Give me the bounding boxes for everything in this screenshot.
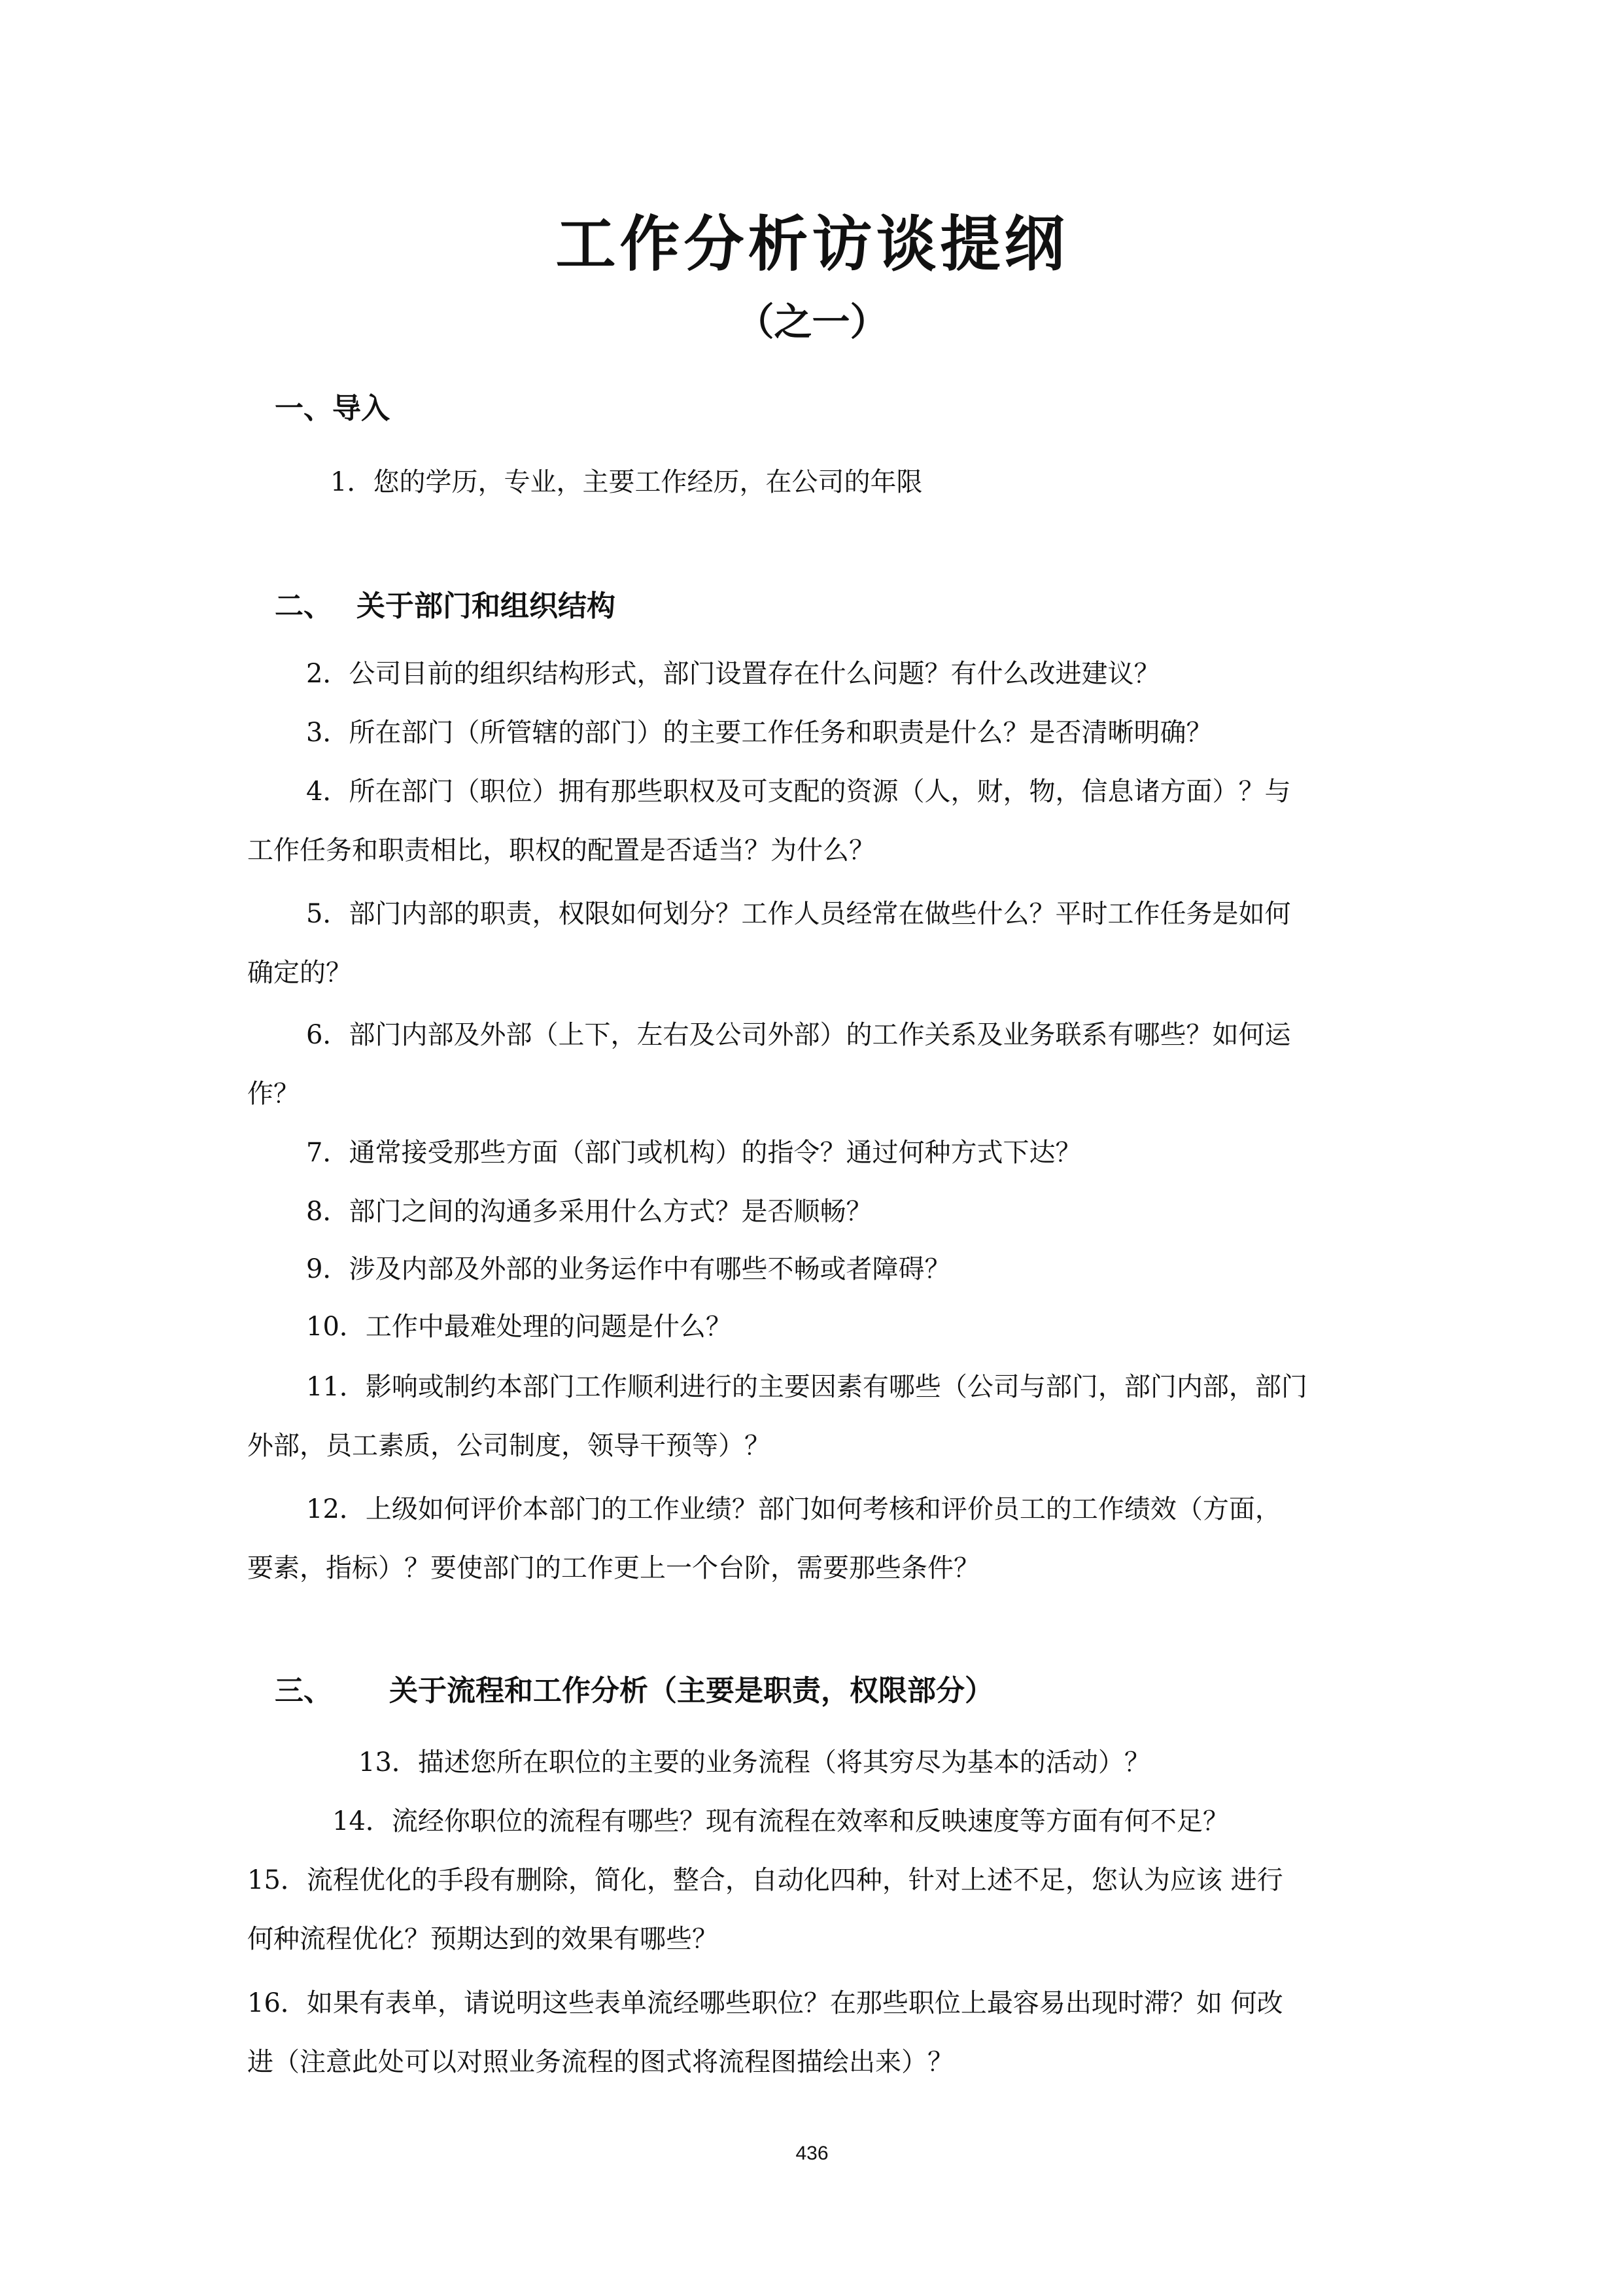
question-line: 2．公司目前的组织结构形式，部门设置存在什么问题？有什么改进建议？ [306,659,1160,689]
question-line: 5．部门内部的职责，权限如何划分？工作人员经常在做些什么？平时工作任务是如何 [306,899,1291,929]
question-line: 13．描述您所在职位的主要的业务流程（将其穷尽为基本的活动）？ [358,1747,1150,1778]
question-line: 3．所在部门（所管辖的部门）的主要工作任务和职责是什么？是否清晰明确？ [306,718,1213,748]
question-line: 1．您的学历，专业，主要工作经历，在公司的年限 [330,467,923,497]
document-title: 工作分析访谈提纲 [555,209,1069,279]
question-line: 11．影响或制约本部门工作顺利进行的主要因素有哪些（公司与部门，部门内部，部门 [306,1372,1307,1402]
section-number: 二、 [275,589,332,623]
question-line: 要素，指标）？要使部门的工作更上一个台阶，需要那些条件？ [247,1553,980,1583]
question-line: 8．部门之间的沟通多采用什么方式？是否顺畅？ [306,1197,872,1227]
question-line: 14．流经你职位的流程有哪些？现有流程在效率和反映速度等方面有何不足？ [332,1806,1229,1836]
question-line: 进（注意此处可以对照业务流程的图式将流程图描绘出来）？ [247,2047,954,2077]
question-line: 作？ [247,1079,300,1109]
question-line: 6．部门内部及外部（上下，左右及公司外部）的工作关系及业务联系有哪些？如何运 [306,1020,1291,1050]
section-heading-1 [275,385,390,427]
question-line: 15．流程优化的手段有删除，简化，整合，自动化四种，针对上述不足，您认为应该 进行 [247,1865,1283,1895]
section-heading-3 [275,1667,993,1709]
question-line: 16．如果有表单，请说明这些表单流经哪些职位？在那些职位上最容易出现时滞？如 何改 [247,1988,1283,2018]
question-line: 7．通常接受那些方面（部门或机构）的指令？通过何种方式下达？ [306,1138,1082,1168]
question-line: 9．涉及内部及外部的业务运作中有哪些不畅或者障碍？ [306,1254,951,1284]
question-line: 何种流程优化？预期达到的效果有哪些？ [247,1924,718,1954]
question-line: 外部，员工素质，公司制度，领导干预等）？ [247,1431,770,1461]
section-heading-2 [275,582,615,624]
question-line: 4．所在部门（职位）拥有那些职权及可支配的资源（人，财，物，信息诸方面）？与 [306,777,1291,807]
document-subtitle: （之一） [736,300,888,344]
section-title: 关于部门和组织结构 [356,589,615,623]
section-title: 导入 [332,392,390,425]
question-line: 12．上级如何评价本部门的工作业绩？部门如何考核和评价员工的工作绩效（方面， [306,1494,1281,1524]
question-line: 工作任务和职责相比，职权的配置是否适当？为什么？ [247,835,875,866]
question-line: 确定的？ [247,958,352,988]
page-number: 436 [795,2143,829,2164]
section-title: 关于流程和工作分析（主要是职责，权限部分） [389,1674,993,1708]
section-number: 一、 [275,392,332,425]
section-number: 三、 [275,1674,332,1708]
question-line: 10．工作中最难处理的问题是什么？ [306,1312,732,1342]
